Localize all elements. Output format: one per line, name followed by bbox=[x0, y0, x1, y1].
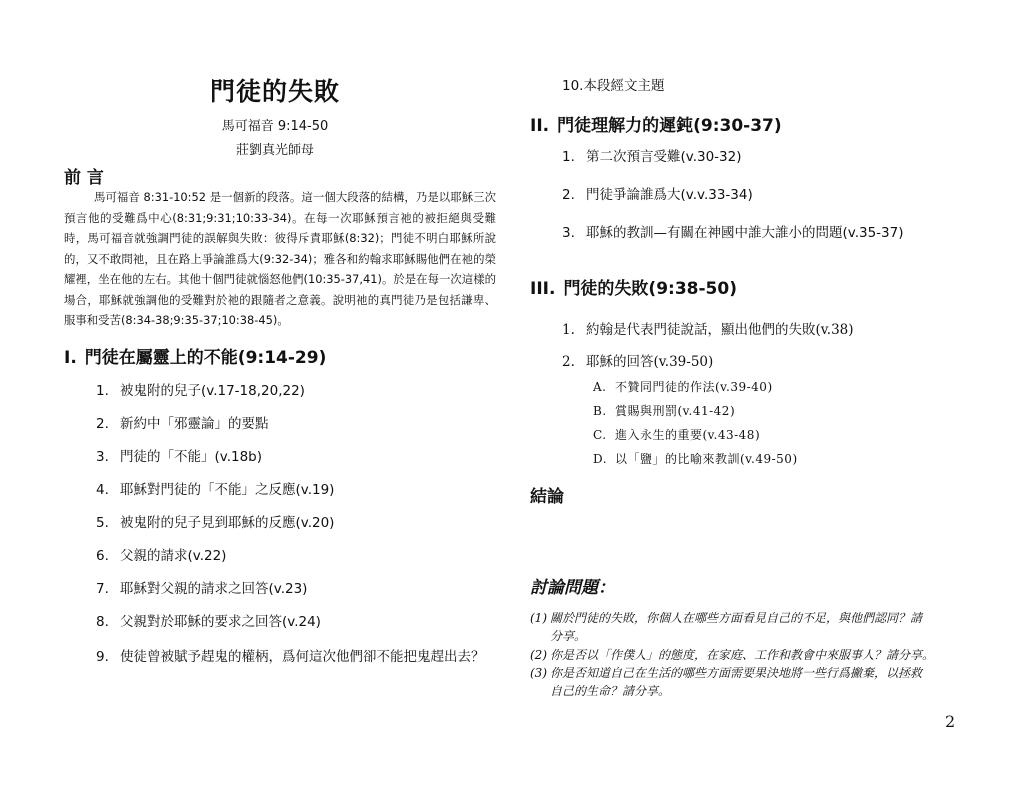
sub-item bbox=[593, 426, 760, 443]
section-2-heading bbox=[530, 111, 782, 136]
item-text: 門徒爭論誰爲大(v.v.33-34) bbox=[586, 187, 753, 203]
item-number: 1. bbox=[562, 149, 575, 165]
outline-item bbox=[562, 352, 713, 373]
author: 莊劉真光師母 bbox=[235, 143, 314, 158]
sub-item-text: 進入永生的重要(v.43-48) bbox=[615, 428, 761, 442]
sub-item bbox=[593, 378, 773, 395]
sub-item bbox=[593, 450, 798, 467]
sub-item-text: 不贊同門徒的作法(v.39-40) bbox=[615, 380, 773, 394]
discussion-question bbox=[530, 664, 975, 700]
item-number: 2. bbox=[562, 354, 575, 370]
sub-item-letter: B. bbox=[593, 404, 607, 418]
outline-item bbox=[96, 579, 307, 600]
intro-heading: 前 言 bbox=[64, 168, 104, 188]
question-text-continued: 自己的生命？請分享。 bbox=[550, 684, 671, 698]
item-number: 2. bbox=[562, 187, 575, 203]
outline-item bbox=[562, 320, 854, 341]
outline-item bbox=[96, 647, 510, 668]
item-number: 2. bbox=[96, 416, 109, 432]
scripture-reference: 馬可福音 9:14-50 bbox=[221, 119, 329, 134]
item-text: 被鬼附的兒子見到耶穌的反應(v.20) bbox=[120, 515, 335, 531]
outline-item bbox=[96, 546, 226, 567]
outline-item bbox=[96, 414, 269, 435]
sub-item-letter: C. bbox=[593, 428, 607, 442]
outline-item bbox=[96, 381, 305, 402]
question-text: 你是否以「作僕人」的態度，在家庭、工作和教會中來服事人？請分享。 bbox=[550, 648, 935, 662]
section-title: 門徒的失敗(9:38-50) bbox=[563, 279, 737, 299]
item-text: 父親的請求(v.22) bbox=[120, 548, 227, 564]
item-text: 第二次預言受難(v.30-32) bbox=[586, 149, 742, 165]
item-number: 9. bbox=[96, 649, 109, 665]
outline-item bbox=[562, 185, 753, 206]
item-number: 8. bbox=[96, 614, 109, 630]
section-3-heading bbox=[530, 274, 737, 299]
item-text: 新約中「邪靈論」的要點 bbox=[120, 416, 269, 432]
outline-item bbox=[96, 480, 334, 501]
item-text: 使徒曾被賦予趕鬼的權柄，爲何這次他們卻不能把鬼趕出去？ bbox=[120, 649, 485, 665]
page-number: 2 bbox=[945, 712, 956, 731]
outline-item bbox=[562, 223, 904, 244]
item-text: 約翰是代表門徒說話，顯出他們的失敗(v.38) bbox=[586, 322, 854, 338]
section-1-heading bbox=[64, 343, 326, 368]
sub-item-letter: A. bbox=[593, 380, 607, 394]
item-text: 門徒的「不能」(v.18b) bbox=[120, 449, 263, 465]
intro-paragraph: 馬可福音 8:31-10:52 是一個新的段落。這一個大段落的結構，乃是以耶穌三次預言他的受難爲中心(8:31;9:31;10:33-34)。在每一次耶穌預言祂的被拒絕與受難時，馬可福音就強調門徒的誤解與失敗：彼得斥責耶穌(8:32)；門徒不明白耶穌所說的，又不敢問祂，且在路上爭論誰爲大(9:32-34)；雅各和約翰求耶穌賜他們在祂的榮耀裡，坐在他的左右。其他十個門徒就惱怒他們(10:35-37,41)。於是在每一次這樣的場合，耶穌就強調他的受難對於祂的跟隨者之意義。說明祂的真門徒乃是包括謙卑、服事和受苦(8:34-38;9:35-37;10:38-45)。 bbox=[64, 190, 496, 327]
item-text: 被鬼附的兒子(v.17-18,20,22) bbox=[120, 383, 305, 399]
sub-item bbox=[593, 402, 735, 419]
question-number: (3) bbox=[530, 666, 547, 680]
conclusion-heading: 結論 bbox=[530, 487, 564, 507]
item-number: 3. bbox=[562, 225, 575, 241]
section-number: III. bbox=[530, 279, 556, 299]
item-text: 耶穌對父親的請求之回答(v.23) bbox=[120, 581, 308, 597]
item-number: 6. bbox=[96, 548, 109, 564]
section-title: 門徒在屬靈上的不能(9:14-29) bbox=[84, 348, 327, 368]
discussion-heading: 討論問題： bbox=[530, 578, 615, 598]
question-number: (2) bbox=[530, 648, 547, 662]
section-number: I. bbox=[64, 348, 77, 368]
sub-item-letter: D. bbox=[593, 452, 608, 466]
item-number: 1. bbox=[562, 322, 575, 338]
item-number: 3. bbox=[96, 449, 109, 465]
item-number: 7. bbox=[96, 581, 109, 597]
section-number: II. bbox=[530, 116, 550, 136]
outline-item bbox=[96, 612, 321, 633]
question-text: 關於門徒的失敗，你個人在哪些方面看見自己的不足，與他們認同？請 bbox=[550, 611, 923, 625]
item-text: 父親對於耶穌的要求之回答(v.24) bbox=[120, 614, 321, 630]
item-text: 耶穌對門徒的「不能」之反應(v.19) bbox=[120, 482, 335, 498]
outline-item-10: 10.本段經文主題 bbox=[562, 78, 665, 94]
item-text: 耶穌的教訓—有關在神國中誰大誰小的問題(v.35-37) bbox=[586, 225, 904, 241]
outline-item bbox=[96, 513, 334, 534]
item-number: 5. bbox=[96, 515, 109, 531]
question-text: 你是否知道自己在生活的哪些方面需要果決地將一些行爲撇棄，以拯救 bbox=[550, 666, 923, 680]
discussion-question bbox=[530, 646, 975, 664]
question-text-continued: 分享。 bbox=[550, 629, 587, 643]
item-number: 1. bbox=[96, 383, 109, 399]
discussion-question bbox=[530, 609, 975, 645]
section-title: 門徒理解力的遲鈍(9:30-37) bbox=[557, 116, 782, 136]
outline-item bbox=[96, 447, 262, 468]
item-text: 耶穌的回答(v.39-50) bbox=[586, 354, 714, 370]
sub-item-text: 賞賜與刑罰(v.41-42) bbox=[615, 404, 736, 418]
sub-item-text: 以「鹽」的比喻來教訓(v.49-50) bbox=[615, 452, 798, 466]
question-number: (1) bbox=[530, 611, 547, 625]
page-title: 門徒的失敗 bbox=[209, 77, 340, 106]
item-number: 4. bbox=[96, 482, 109, 498]
outline-item bbox=[562, 147, 742, 168]
